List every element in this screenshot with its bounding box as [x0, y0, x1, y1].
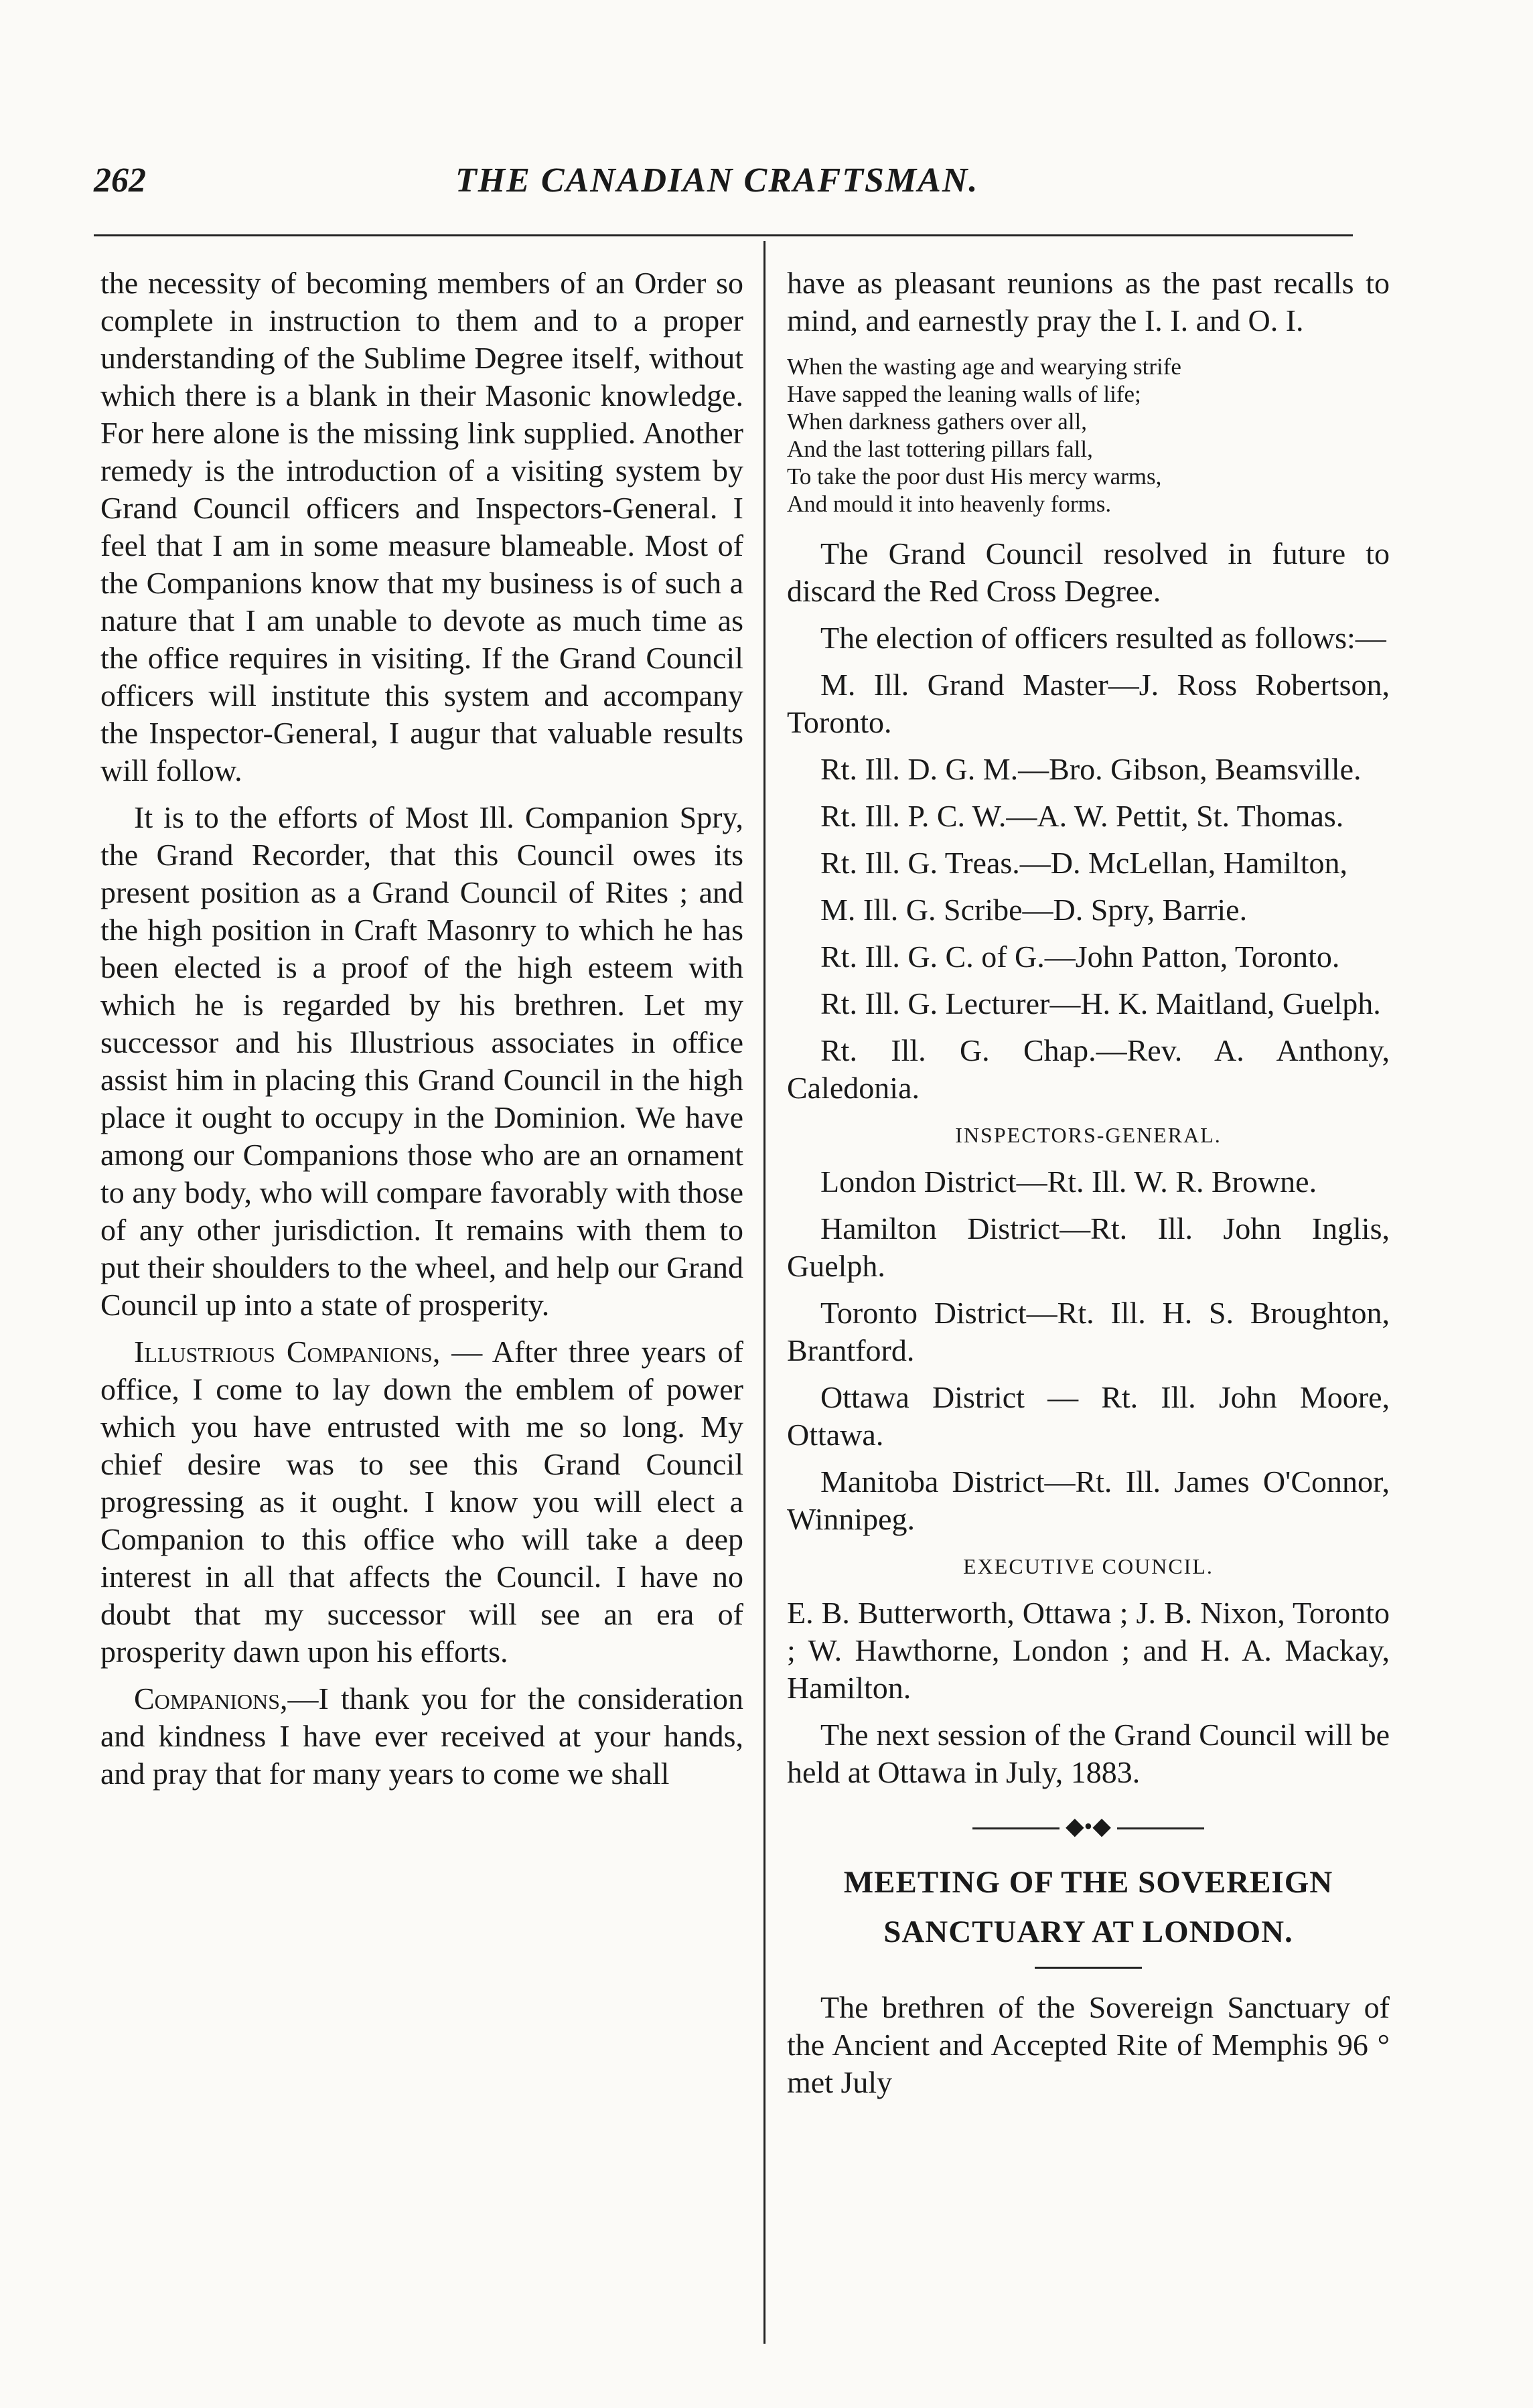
- left-paragraph-4-text: —I thank you for the consideration and kindness I have ever received at your hands, and pray that for many years to come we shall: [100, 1681, 743, 1791]
- officer-entry: Rt. Ill. G. Treas.—D. McLellan, Hamilton,: [820, 846, 1348, 880]
- officer-entry: Rt. Ill. P. C. W.—A. W. Pettit, St. Thomas.: [820, 799, 1344, 833]
- left-paragraph-2: It is to the efforts of Most Ill. Companion Spry, the Grand Recorder, that this Council owes its present position as a Grand Council of Rites ; and the high position in Craft Masonry to which he has been elected is a proof of the high esteem with which he is regarded by his brethren. Let my successor and his Illustrious associates in office assist him in placing this Grand Council in the high place it ought to occupy in the Dominion. We have among our Companions those who are an ornament to any body, who will compare favorably with those of any other jurisdiction. It remains with them to put their shoulders to the wheel, and help our Grand Council up into a state of prosperity.: [100, 800, 743, 1322]
- verse-line: Have sapped the leaning walls of life;: [787, 381, 1141, 407]
- verse-line: And mould it into heavenly forms.: [787, 491, 1112, 517]
- verse-line: When the wasting age and wearying strife: [787, 354, 1181, 380]
- right-paragraph-4: The next session of the Grand Council will be held at Ottawa in July, 1883.: [787, 1718, 1390, 1789]
- salutation-companions: Companions,: [134, 1681, 288, 1716]
- officer-entry: Rt. Ill. G. Chap.—Rev. A. Anthony, Caledonia.: [787, 1033, 1390, 1105]
- executive-heading: EXECUTIVE COUNCIL.: [963, 1554, 1214, 1578]
- page-header: [94, 161, 1353, 214]
- verse-line: To take the poor dust His mercy warms,: [787, 463, 1162, 490]
- ornament-rule-left: [972, 1827, 1060, 1829]
- officer-entry: Rt. Ill. D. G. M.—Bro. Gibson, Beamsville.: [820, 752, 1362, 786]
- left-column: [100, 265, 743, 1802]
- right-paragraph-5: The brethren of the Sovereign Sanctuary of the Ancient and Accepted Rite of Memphis 96 ° met July: [787, 1990, 1390, 2099]
- inspector-entry: Hamilton District—Rt. Ill. John Inglis, Guelph.: [787, 1211, 1390, 1283]
- title-rule: [1035, 1967, 1142, 1969]
- executive-council-list: E. B. Butterworth, Ottawa ; J. B. Nixon, Toronto ; W. Hawthorne, London ; and H. A. Mackay, Hamilton.: [787, 1596, 1390, 1705]
- officer-entry: M. Ill. G. Scribe—D. Spry, Barrie.: [820, 893, 1248, 927]
- verse-line: When darkness gathers over all,: [787, 408, 1088, 435]
- left-paragraph-3: [100, 1333, 743, 1671]
- right-paragraph-1: have as pleasant reunions as the past recalls to mind, and earnestly pray the I. I. and O. I.: [787, 266, 1390, 337]
- inspectors-heading: INSPECTORS-GENERAL.: [955, 1123, 1222, 1147]
- left-paragraph-3-text: — After three years of office, I come to lay down the emblem of power which you have entrusted with me so long. My chief desire was to see this Grand Council progressing as it ought. I know you will elect a Companion to this office who will take a deep interest in all that affects the Council. I have no doubt that my successor will see an era of prosperity dawn upon his efforts.: [100, 1335, 743, 1669]
- verse: [787, 353, 1390, 518]
- officer-entry: Rt. Ill. G. Lecturer—H. K. Maitland, Guelph.: [820, 986, 1381, 1021]
- right-paragraph-2: The Grand Council resolved in future to discard the Red Cross Degree.: [787, 536, 1390, 608]
- right-paragraph-3: The election of officers resulted as follows:—: [820, 621, 1386, 655]
- salutation-illustrious-companions: Illustrious Companions,: [134, 1335, 441, 1369]
- verse-line: And the last tottering pillars fall,: [787, 436, 1093, 462]
- left-paragraph-4: [100, 1680, 743, 1793]
- inspector-entry: Toronto District—Rt. Ill. H. S. Broughton, Brantford.: [787, 1296, 1390, 1367]
- officer-entry: M. Ill. Grand Master—J. Ross Robertson, Toronto.: [787, 668, 1390, 739]
- page-number: 262: [94, 161, 146, 200]
- section-ornament: [787, 1807, 1390, 1845]
- ornament-rule-right: [1117, 1827, 1204, 1829]
- section-title-line-1: MEETING OF THE SOVEREIGN: [843, 1865, 1333, 1900]
- inspector-entry: Manitoba District—Rt. Ill. James O'Connor, Winnipeg.: [787, 1464, 1390, 1536]
- inspector-entry: London District—Rt. Ill. W. R. Browne.: [820, 1164, 1317, 1199]
- header-rule: [94, 234, 1353, 236]
- column-divider: [763, 241, 765, 2344]
- right-column: [787, 265, 1390, 2111]
- inspector-entry: Ottawa District — Rt. Ill. John Moore, Ottawa.: [787, 1380, 1390, 1452]
- running-title: THE CANADIAN CRAFTSMAN.: [455, 161, 979, 200]
- section-title-line-2: SANCTUARY AT LONDON.: [883, 1914, 1293, 1949]
- left-paragraph-1: the necessity of becoming members of an Order so complete in instruction to them and to a proper understanding of the Sublime Degree itself, without which there is a blank in their Masonic knowledge. For here alone is the missing link supplied. Another remedy is the introduction of a visiting system by Grand Council officers and Inspectors-General. I feel that I am in some measure blameable. Most of the Companions know that my business is of such a nature that I am unable to devote as much time as the office requires in visiting. If the Grand Council officers will institute this system and accompany the Inspector-General, I augur that valuable results will follow.: [100, 266, 743, 787]
- ornament-glyph: ◆•◆: [1066, 1813, 1111, 1839]
- officer-entry: Rt. Ill. G. C. of G.—John Patton, Toronto.: [820, 939, 1340, 974]
